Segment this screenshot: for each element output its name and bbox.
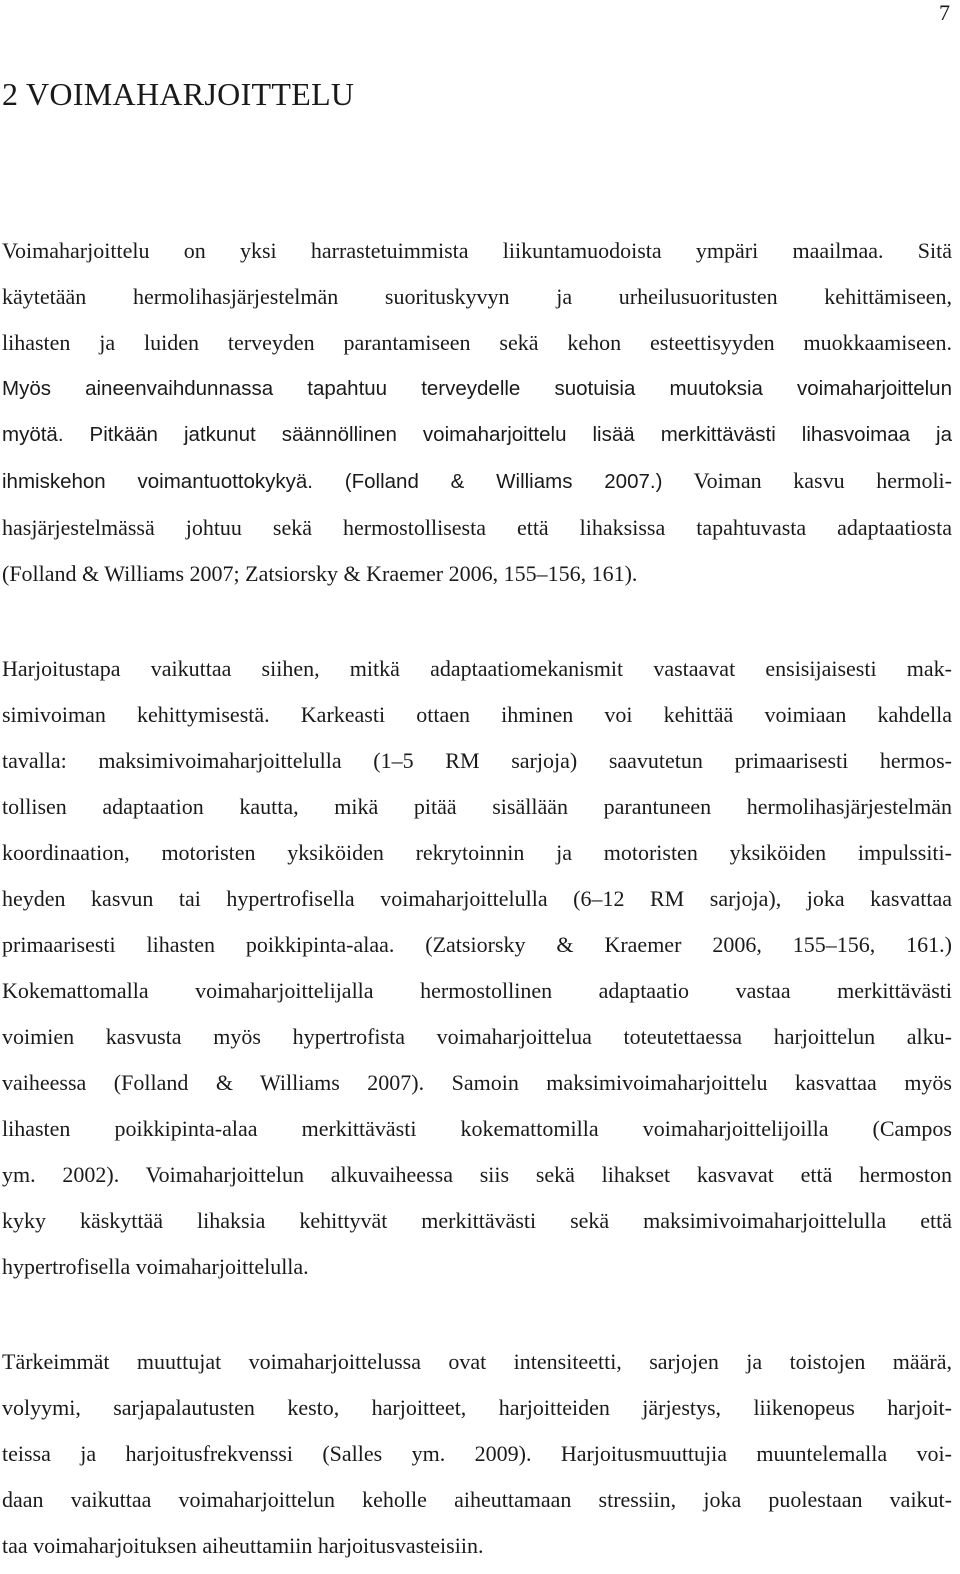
paragraph-line: simivoiman kehittymisestä. Karkeasti ottaen ihminen voi kehittää voimiaan kahdella	[2, 702, 952, 727]
paragraph-line: teissa ja harjoitusfrekvenssi (Salles ym. 2009). Harjoitusmuuttujia muuntelemalla voi-	[2, 1441, 952, 1466]
paragraph-line: daan vaikuttaa voimaharjoittelun keholle aiheuttamaan stressiin, joka puolestaan vaikut-	[2, 1487, 952, 1512]
paragraph-line: hypertrofisella voimaharjoittelulla.	[2, 1254, 309, 1279]
paragraph-line: tavalla: maksimivoimaharjoittelulla (1–5 RM sarjoja) saavutetun primaarisesti hermos-	[2, 748, 952, 773]
paragraph-line: koordinaation, motoristen yksiköiden rekrytoinnin ja motoristen yksiköiden impulssiti-	[2, 840, 952, 865]
paragraph-line: tollisen adaptaation kautta, mikä pitää sisällään parantuneen hermolihasjärjestelmän	[2, 794, 952, 819]
paragraph-line: Harjoitustapa vaikuttaa siihen, mitkä adaptaatiomekanismit vastaavat ensisijaisesti mak-	[2, 656, 952, 681]
paragraph-line: volyymi, sarjapalautusten kesto, harjoitteet, harjoitteiden järjestys, liikenopeus harjoit-	[2, 1395, 952, 1420]
serif-text-segment: Voiman kasvu hermoli-	[662, 468, 952, 493]
paragraph-line: primaarisesti lihasten poikkipinta-alaa. (Zatsiorsky & Kraemer 2006, 155–156, 161.)	[2, 932, 952, 957]
paragraph-line: heyden kasvun tai hypertrofisella voimaharjoittelulla (6–12 RM sarjoja), joka kasvattaa	[2, 886, 952, 911]
paragraph-line: kyky käskyttää lihaksia kehittyvät merkittävästi sekä maksimivoimaharjoittelulla että	[2, 1208, 952, 1233]
paragraph-line: taa voimaharjoituksen aiheuttamiin harjoitusvasteisiin.	[2, 1533, 484, 1558]
paragraph-line: ym. 2002). Voimaharjoittelun alkuvaiheessa siis sekä lihakset kasvavat että hermoston	[2, 1162, 952, 1187]
paragraph-line: Voimaharjoittelu on yksi harrastetuimmista liikuntamuodoista ympäri maailmaa. Sitä	[2, 238, 952, 263]
paragraph-line: voimien kasvusta myös hypertrofista voimaharjoittelua toteutettaessa harjoittelun alku-	[2, 1024, 952, 1049]
paragraph-line: lihasten ja luiden terveyden parantamiseen sekä kehon esteettisyyden muokkaamiseen.	[2, 330, 952, 355]
paragraph-line: lihasten poikkipinta-alaa merkittävästi kokemattomilla voimaharjoittelijoilla (Campos	[2, 1116, 952, 1141]
paragraph-line: myötä. Pitkään jatkunut säännöllinen voimaharjoittelu lisää merkittävästi lihasvoimaa ja	[2, 423, 952, 446]
paragraph-1	[2, 228, 952, 597]
paragraph-line: Myös aineenvaihdunnassa tapahtuu terveydelle suotuisia muutoksia voimaharjoittelun	[2, 377, 952, 400]
paragraph-line: Tärkeimmät muuttujat voimaharjoittelussa ovat intensiteetti, sarjojen ja toistojen määrä,	[2, 1349, 952, 1374]
paragraph-line: vaiheessa (Folland & Williams 2007). Samoin maksimivoimaharjoittelu kasvattaa myös	[2, 1070, 952, 1095]
paragraph-line: (Folland & Williams 2007; Zatsiorsky & Kraemer 2006, 155–156, 161).	[2, 561, 638, 586]
paragraph-line-mixed	[2, 458, 952, 505]
page-number: 7	[939, 0, 950, 25]
paragraph-line: käytetään hermolihasjärjestelmän suorituskyvyn ja urheilusuoritusten kehittämiseen,	[2, 284, 952, 309]
paragraph-line: hasjärjestelmässä johtuu sekä hermostollisesta että lihaksissa tapahtuvasta adaptaatiosta	[2, 515, 952, 540]
paragraph-3	[2, 1339, 952, 1569]
paragraph-2	[2, 646, 952, 1290]
section-heading: 2 VOIMAHARJOITTELU	[2, 76, 355, 112]
sans-text-segment: ihmiskehon voimantuottokykyä. (Folland & Williams 2007.)	[2, 470, 663, 493]
paragraph-line: Kokemattomalla voimaharjoittelijalla hermostollinen adaptaatio vastaa merkittävästi	[2, 978, 952, 1003]
